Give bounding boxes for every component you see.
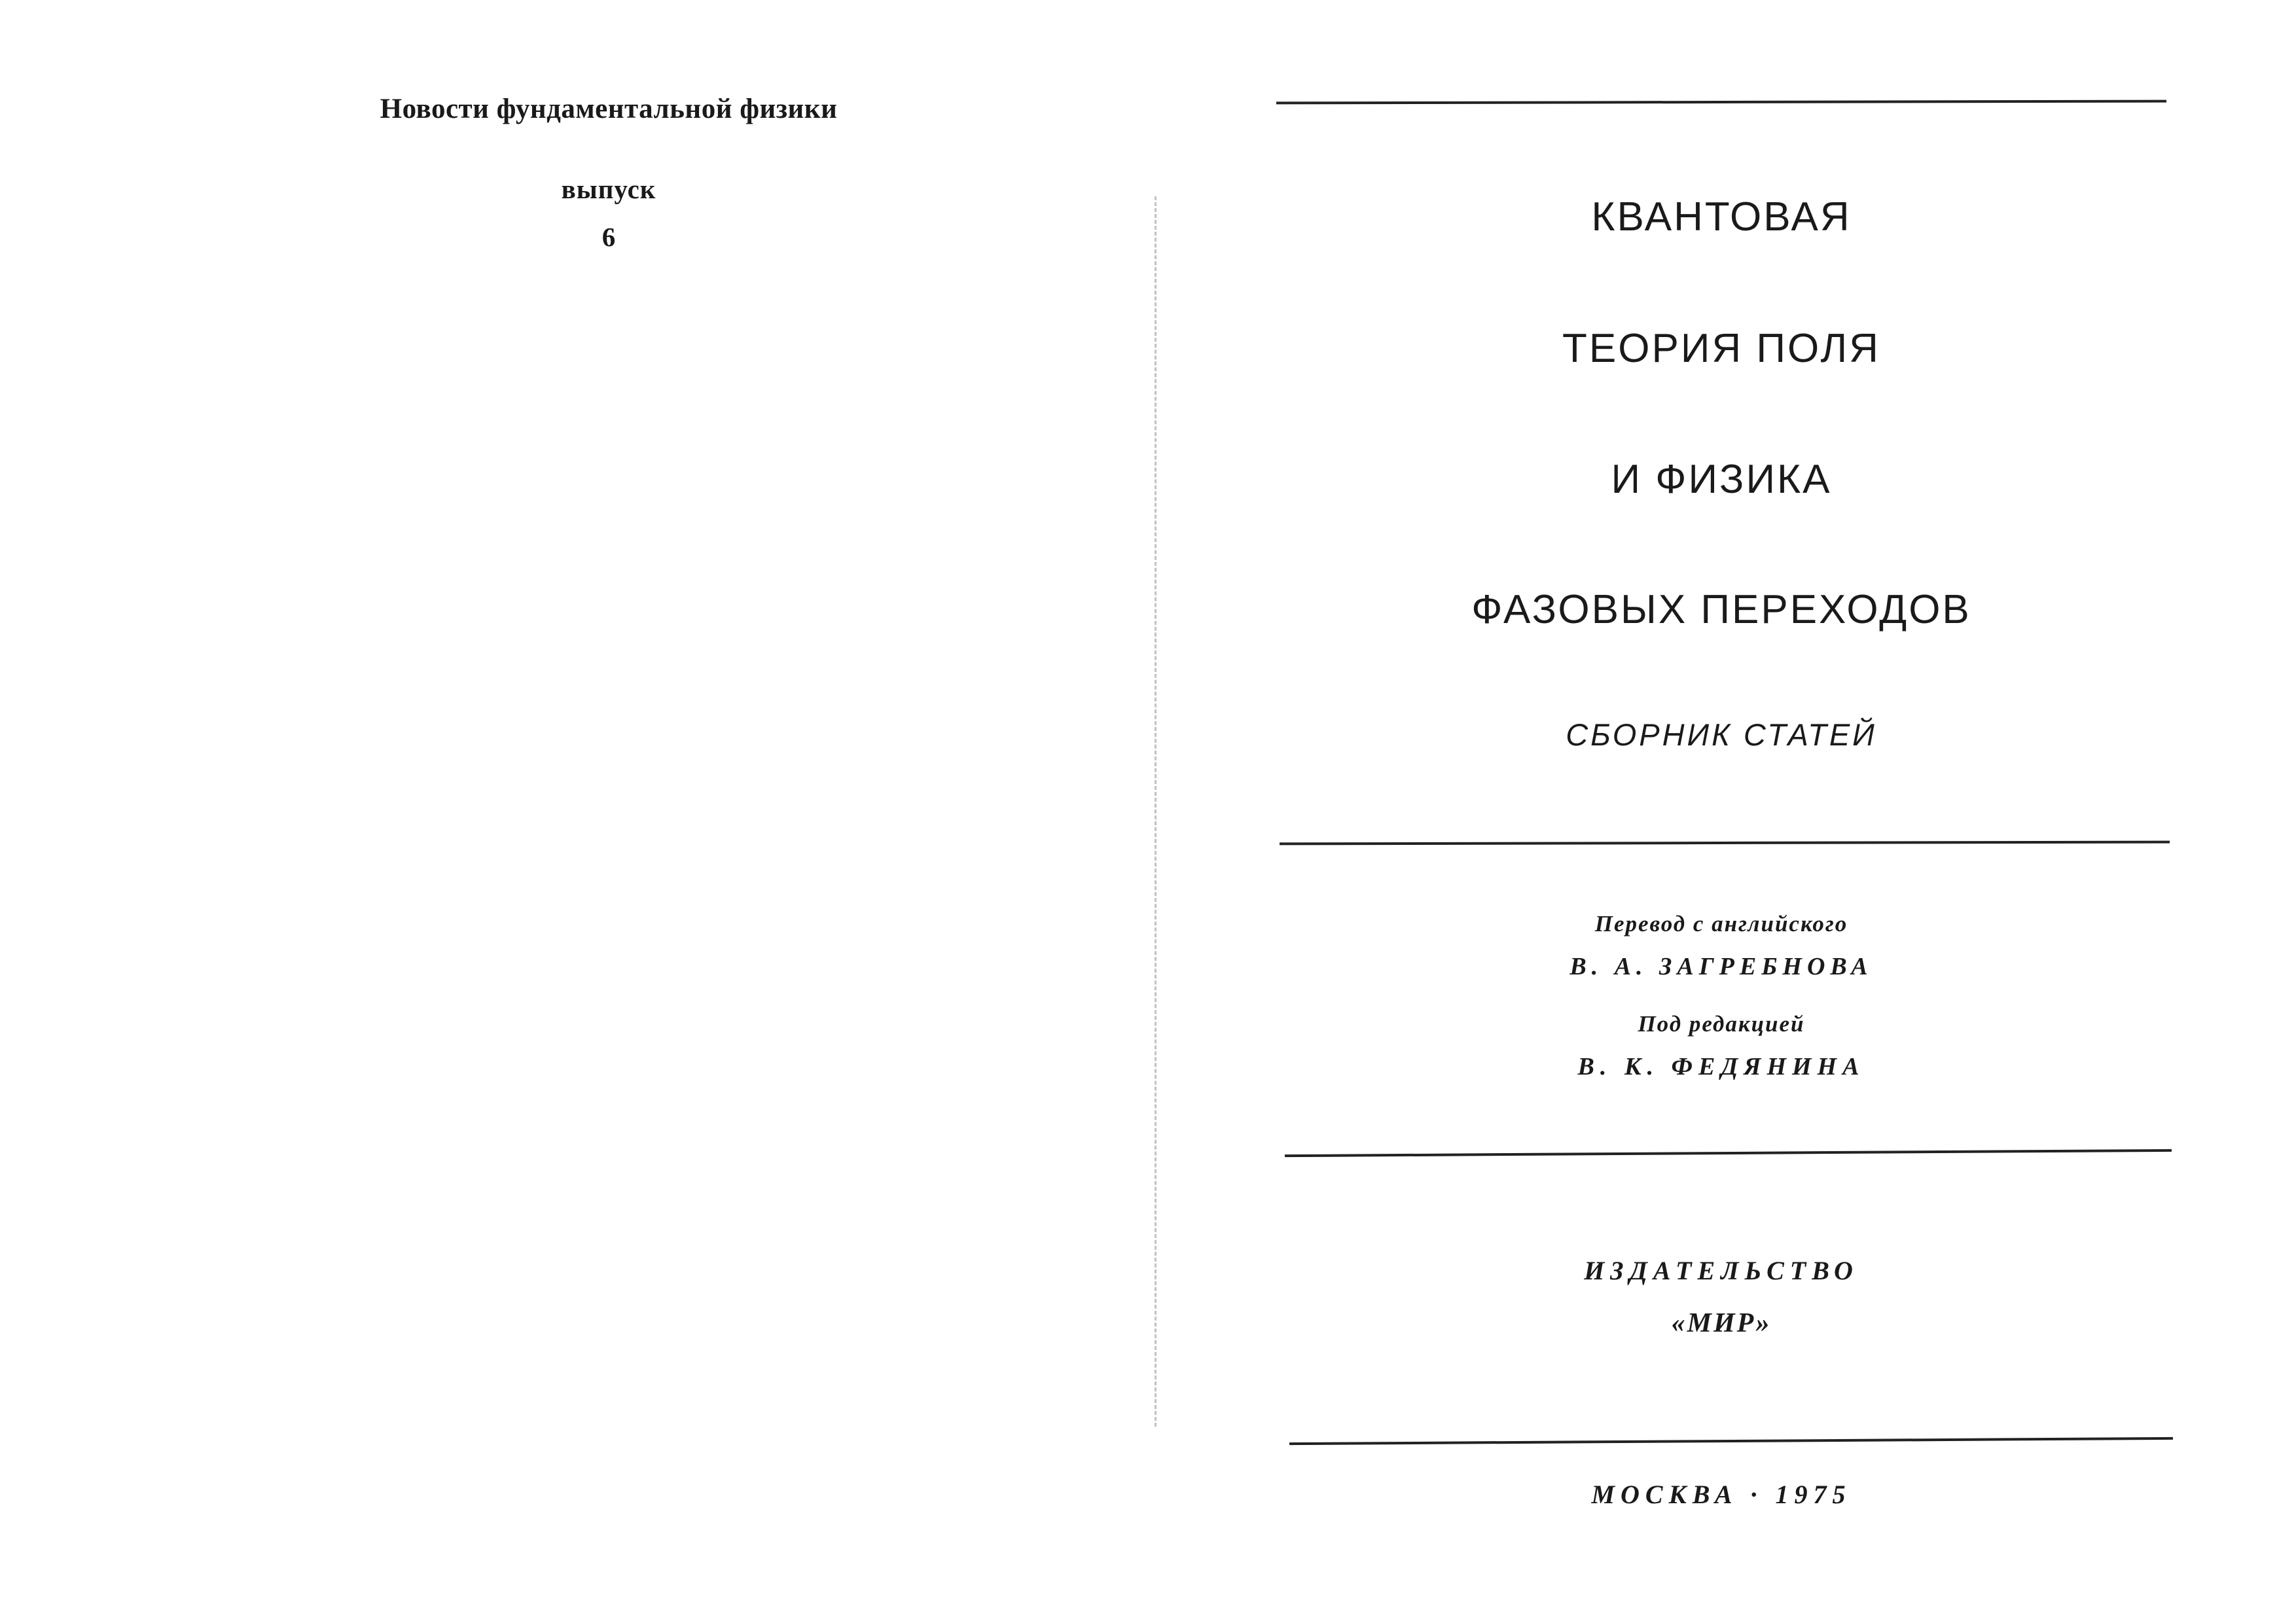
translation-note: Перевод с английского (1594, 911, 1848, 936)
subtitle: СБОРНИК СТАТЕЙ (1566, 717, 1877, 752)
issue-number: 6 (601, 222, 616, 252)
editor-name: В. К. ФЕДЯНИНА (1577, 1053, 1865, 1080)
series-title: Новости фундаментальной физики (380, 94, 838, 124)
publisher-bottom-rule (1289, 1437, 2173, 1445)
issue-label: выпуск (561, 174, 656, 204)
book-gutter-fold (1155, 196, 1157, 1427)
title-line-3: И ФИЗИКА (1611, 457, 1832, 502)
translator-name: В. А. ЗАГРЕБНОВА (1570, 953, 1873, 980)
credits-bottom-rule (1285, 1149, 2172, 1157)
title-line-4: ФАЗОВЫХ ПЕРЕХОДОВ (1471, 587, 1971, 632)
title-line-2: ТЕОРИЯ ПОЛЯ (1562, 326, 1880, 371)
publisher-name: «МИР» (1671, 1308, 1772, 1338)
imprint-city-year: МОСКВА · 1975 (1591, 1480, 1852, 1509)
title-line-1: КВАНТОВАЯ (1591, 194, 1852, 240)
editor-note: Под редакцией (1638, 1011, 1805, 1037)
publisher-label: ИЗДАТЕЛЬСТВО (1584, 1256, 1859, 1285)
title-bottom-rule (1280, 841, 2170, 846)
top-rule (1276, 100, 2166, 105)
